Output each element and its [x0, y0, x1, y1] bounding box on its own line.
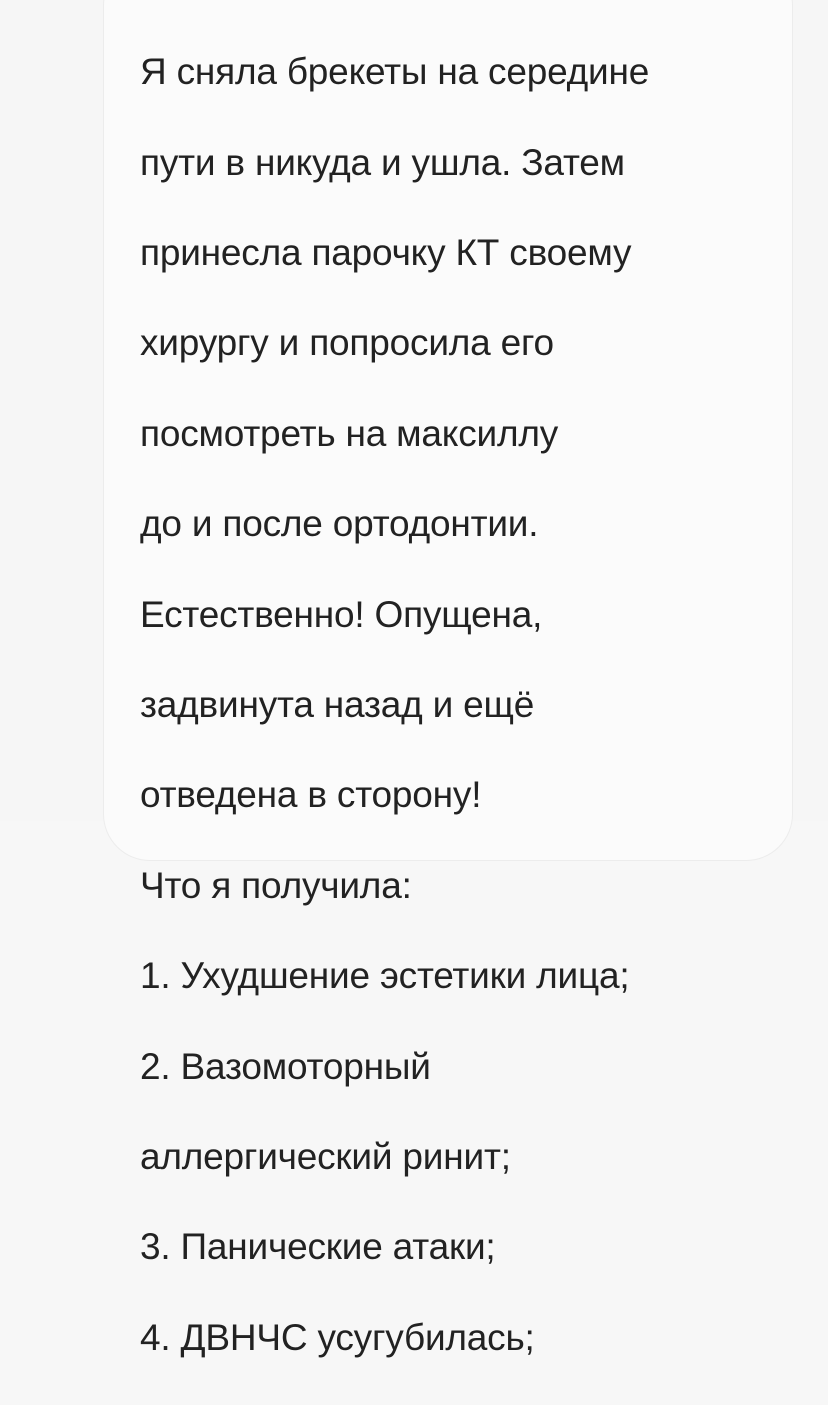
- message-line: посмотреть на максиллу: [140, 412, 559, 454]
- message-line: 4. ДВНЧС усугубилась;: [140, 1316, 535, 1358]
- message-line: принесла парочку КТ своему: [140, 232, 632, 274]
- message-line: задвинута назад и ещё: [140, 684, 535, 726]
- message-line: 3. Панические атаки;: [140, 1226, 496, 1268]
- message-line: хирургу и попросила его: [140, 322, 554, 364]
- message-text: [140, 4, 800, 1405]
- message-line: Естественно! Опущена,: [140, 593, 543, 635]
- message-line: до и после ортодонтии.: [140, 503, 539, 545]
- message-line: 2. Вазомоторный: [140, 1045, 431, 1087]
- message-line: Я сняла брекеты на середине: [140, 51, 650, 93]
- message-line: отведена в сторону!: [140, 774, 482, 816]
- message-line: 1. Ухудшение эстетики лица;: [140, 955, 630, 997]
- message-line: пути в никуда и ушла. Затем: [140, 141, 625, 183]
- message-line: Что я получила:: [140, 864, 412, 906]
- message-line: аллергический ринит;: [140, 1136, 511, 1178]
